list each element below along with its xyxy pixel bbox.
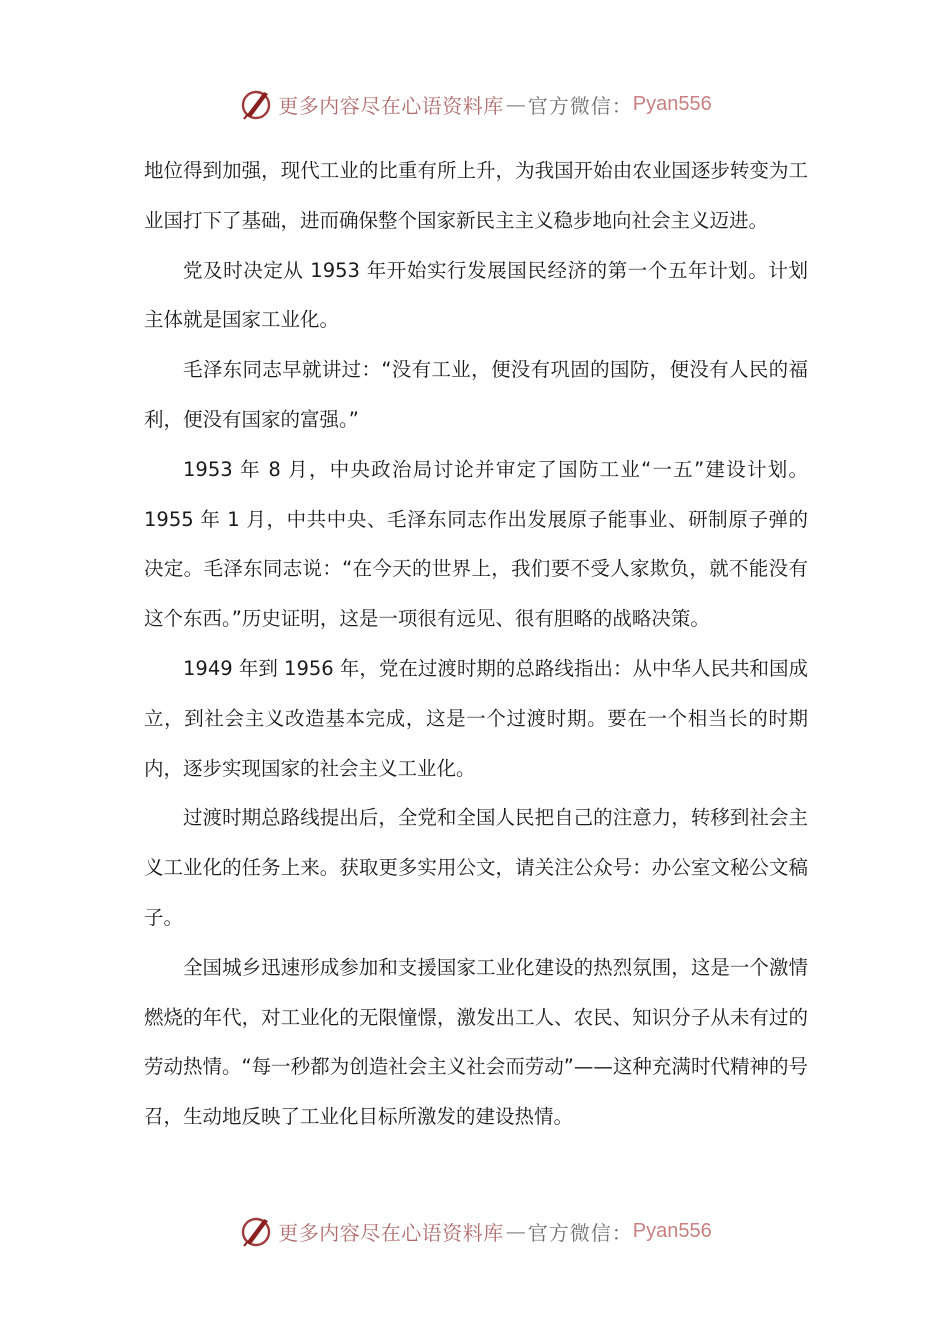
paragraph: 1949 年到 1956 年，党在过渡时期的总路线指出：从中华人民共和国成立，到社会主义改造基本完成，这是一个过渡时期。要在一个相当长的时期内，逐步实现国家的社会主义工业化。	[144, 656, 808, 780]
document-body	[144, 146, 808, 1142]
banner-wechat-id: Pyan556	[632, 92, 712, 115]
banner-wechat-id: Pyan556	[632, 1219, 712, 1242]
footer-banner	[0, 1209, 950, 1253]
paragraph: 1953 年 8 月，中央政治局讨论并审定了国防工业“一五”建设计划。1955 年 1 月，中共中央、毛泽东同志作出发展原子能事业、研制原子弹的决定。毛泽东同志说：“在今天的世界上，我们要不受人家欺负，就不能没有这个东西。”历史证明，这是一项很有远见、很有胆略的战略决策。	[144, 457, 808, 631]
paragraph: 全国城乡迅速形成参加和支援国家工业化建设的热烈氛围，这是一个激情燃烧的年代，对工业化的无限憧憬，激发出工人、农民、知识分子从未有过的劳动热情。“每一秒都为创造社会主义社会而劳动”——这种充满时代精神的号召，生动地反映了工业化目标所激发的建设热情。	[144, 955, 808, 1129]
header-banner	[0, 82, 950, 126]
quill-logo-icon	[238, 86, 274, 122]
paragraph: 地位得到加强，现代工业的比重有所上升，为我国开始由农业国逐步转变为工业国打下了基础，进而确保整个国家新民主主义稳步地向社会主义迈进。	[144, 159, 808, 232]
paragraph: 毛泽东同志早就讲过：“没有工业，便没有巩固的国防，便没有人民的福利，便没有国家的富强。”	[144, 358, 808, 431]
paragraph: 党及时决定从 1953 年开始实行发展国民经济的第一个五年计划。计划主体就是国家工业化。	[144, 258, 808, 332]
paragraph: 过渡时期总路线提出后，全党和全国人民把自己的注意力，转移到社会主义工业化的任务上来。获取更多实用公文，请关注公众号：办公室文秘公文稿子。	[144, 806, 808, 929]
banner-separator: —	[505, 1219, 526, 1243]
banner-official-label: 官方微信：	[527, 1220, 633, 1245]
banner-text: 更多内容尽在心语资料库	[278, 93, 504, 118]
banner-text: 更多内容尽在心语资料库	[278, 1220, 504, 1245]
banner-official-label: 官方微信：	[527, 93, 633, 118]
banner-separator: —	[505, 92, 526, 116]
quill-logo-icon	[238, 1213, 274, 1249]
